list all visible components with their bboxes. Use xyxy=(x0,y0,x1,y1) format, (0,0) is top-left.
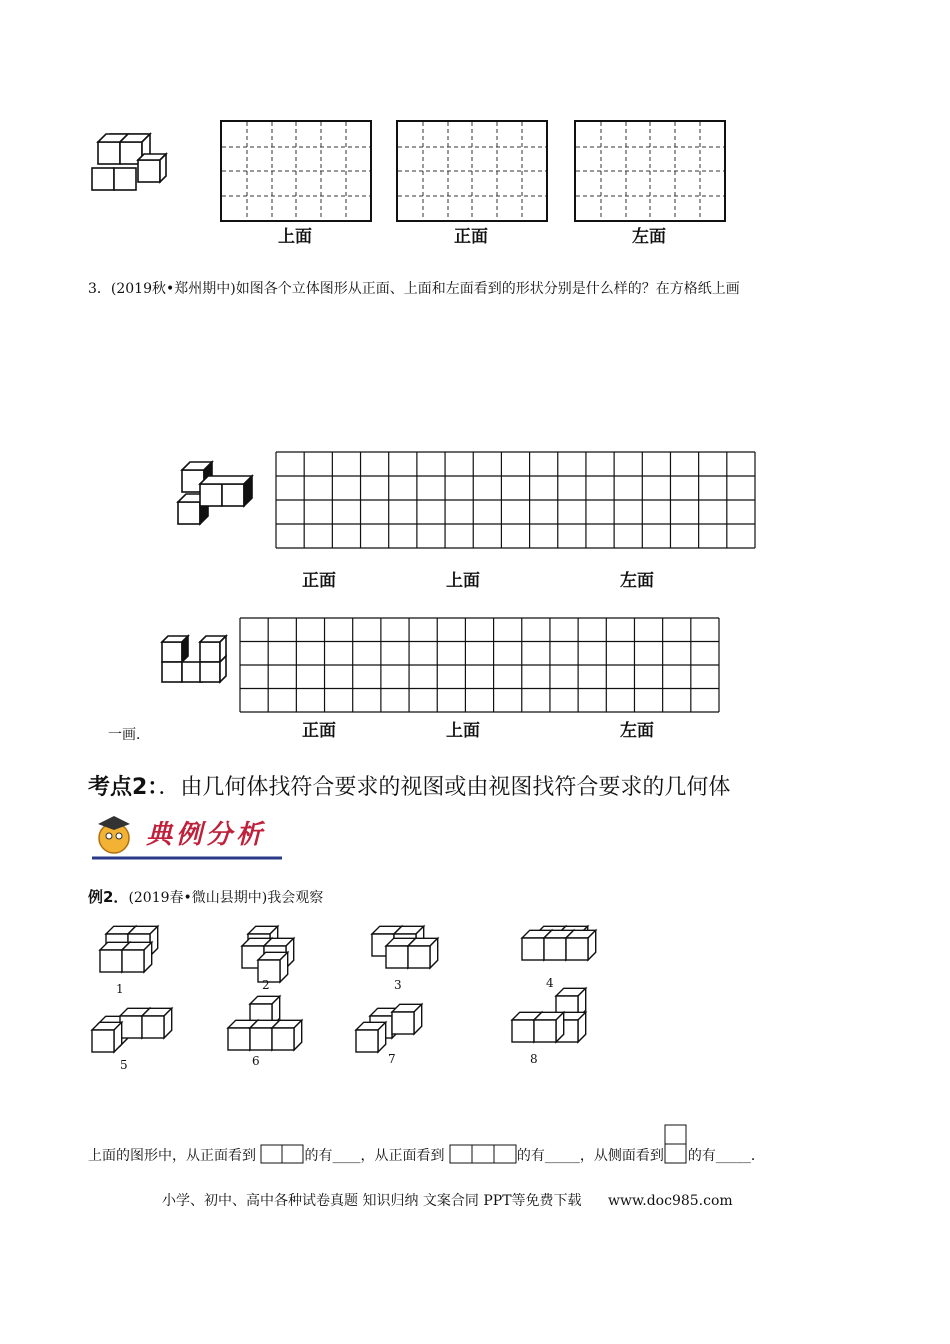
cube-face xyxy=(122,950,144,972)
fig-number-7: 7 xyxy=(388,1052,396,1066)
q3-row1-label-front: 正面 xyxy=(302,571,336,591)
q3-row2-label-left: 左面 xyxy=(620,721,654,741)
dashed-grid-front-view xyxy=(396,120,548,222)
cube-face xyxy=(272,1028,294,1050)
fig-number-8: 8 xyxy=(530,1052,538,1066)
cube-face xyxy=(92,1030,114,1052)
dashed-grid-lines xyxy=(576,122,724,220)
cube-face xyxy=(386,946,408,968)
solid-grid-q3-row2 xyxy=(240,618,720,714)
q3-row2-label-front: 正面 xyxy=(302,721,336,741)
example-2 xyxy=(88,886,323,907)
example-figures xyxy=(80,920,620,1080)
cube-figure-top xyxy=(88,138,170,194)
example-analysis-banner xyxy=(92,808,282,862)
view-three-squares-icon xyxy=(449,1144,517,1168)
dashed-grid-top-view xyxy=(220,120,372,222)
q3-row1-label-left: 左面 xyxy=(620,571,654,591)
cube-face xyxy=(250,1028,272,1050)
fig-number-4: 4 xyxy=(546,976,554,990)
answer-part-2: 的有____，从正面看到 xyxy=(304,1148,445,1164)
cube-face xyxy=(392,1012,414,1034)
cube-face xyxy=(356,1030,378,1052)
label-top-view: 上面 xyxy=(278,227,312,247)
section-heading xyxy=(88,770,730,801)
example-2-text: (2019春•微山县期中)我会观察 xyxy=(128,890,324,906)
fig-number-5: 5 xyxy=(120,1058,128,1072)
footer-text: 小学、初中、高中各种试卷真题 知识归纳 文案合同 PPT等免费下载 xyxy=(162,1193,582,1209)
answer-part-1: 上面的图形中，从正面看到 xyxy=(88,1148,256,1164)
answer-part-3: 的有_____，从侧面看到 xyxy=(516,1148,664,1164)
solid-grid-q3-row1 xyxy=(276,452,756,550)
cube-face xyxy=(120,1016,142,1038)
banner-text: 典例分析 xyxy=(146,820,267,850)
footer xyxy=(162,1190,733,1210)
fig-number-6: 6 xyxy=(252,1054,260,1068)
fig-number-1: 1 xyxy=(116,982,124,996)
fig-number-2: 2 xyxy=(262,978,270,992)
cube-figure-q3-row2 xyxy=(158,634,228,686)
answer-line xyxy=(88,1124,765,1164)
q3-row1-label-top: 上面 xyxy=(446,571,480,591)
cube-face xyxy=(228,1028,250,1050)
label-front-view: 正面 xyxy=(454,227,488,247)
section-heading-title: ．由几何体找符合要求的视图或由视图找符合要求的几何体 xyxy=(158,775,731,800)
example-2-label: 例2． xyxy=(88,888,129,906)
dashed-grid-lines xyxy=(398,122,546,220)
dashed-grid-left-view xyxy=(574,120,726,222)
section-heading-prefix: 考点2： xyxy=(88,775,159,800)
view-two-squares-icon xyxy=(260,1144,304,1168)
fig-number-3: 3 xyxy=(394,978,402,992)
cube-face xyxy=(522,938,544,960)
cube-face xyxy=(566,938,588,960)
question-3-text: 3．(2019秋•郑州期中)如图各个立体图形从正面、上面和左面看到的形状分别是什么样的？在方格纸上画 xyxy=(88,281,740,297)
cube-face xyxy=(100,950,122,972)
dashed-grid-lines xyxy=(222,122,370,220)
cube-face xyxy=(534,1020,556,1042)
cube-face xyxy=(408,946,430,968)
question-3-tail: 一画． xyxy=(108,727,150,743)
cube-figure-q3-row1 xyxy=(168,462,258,528)
footer-url[interactable]: www.doc985.com xyxy=(607,1193,733,1209)
cube-face xyxy=(512,1020,534,1042)
label-left-view: 左面 xyxy=(632,227,666,247)
cube-face xyxy=(142,1016,164,1038)
cube-face xyxy=(544,938,566,960)
q3-row2-label-top: 上面 xyxy=(446,721,480,741)
view-stacked-squares-icon xyxy=(664,1124,688,1168)
answer-part-4: 的有_____． xyxy=(687,1148,765,1164)
